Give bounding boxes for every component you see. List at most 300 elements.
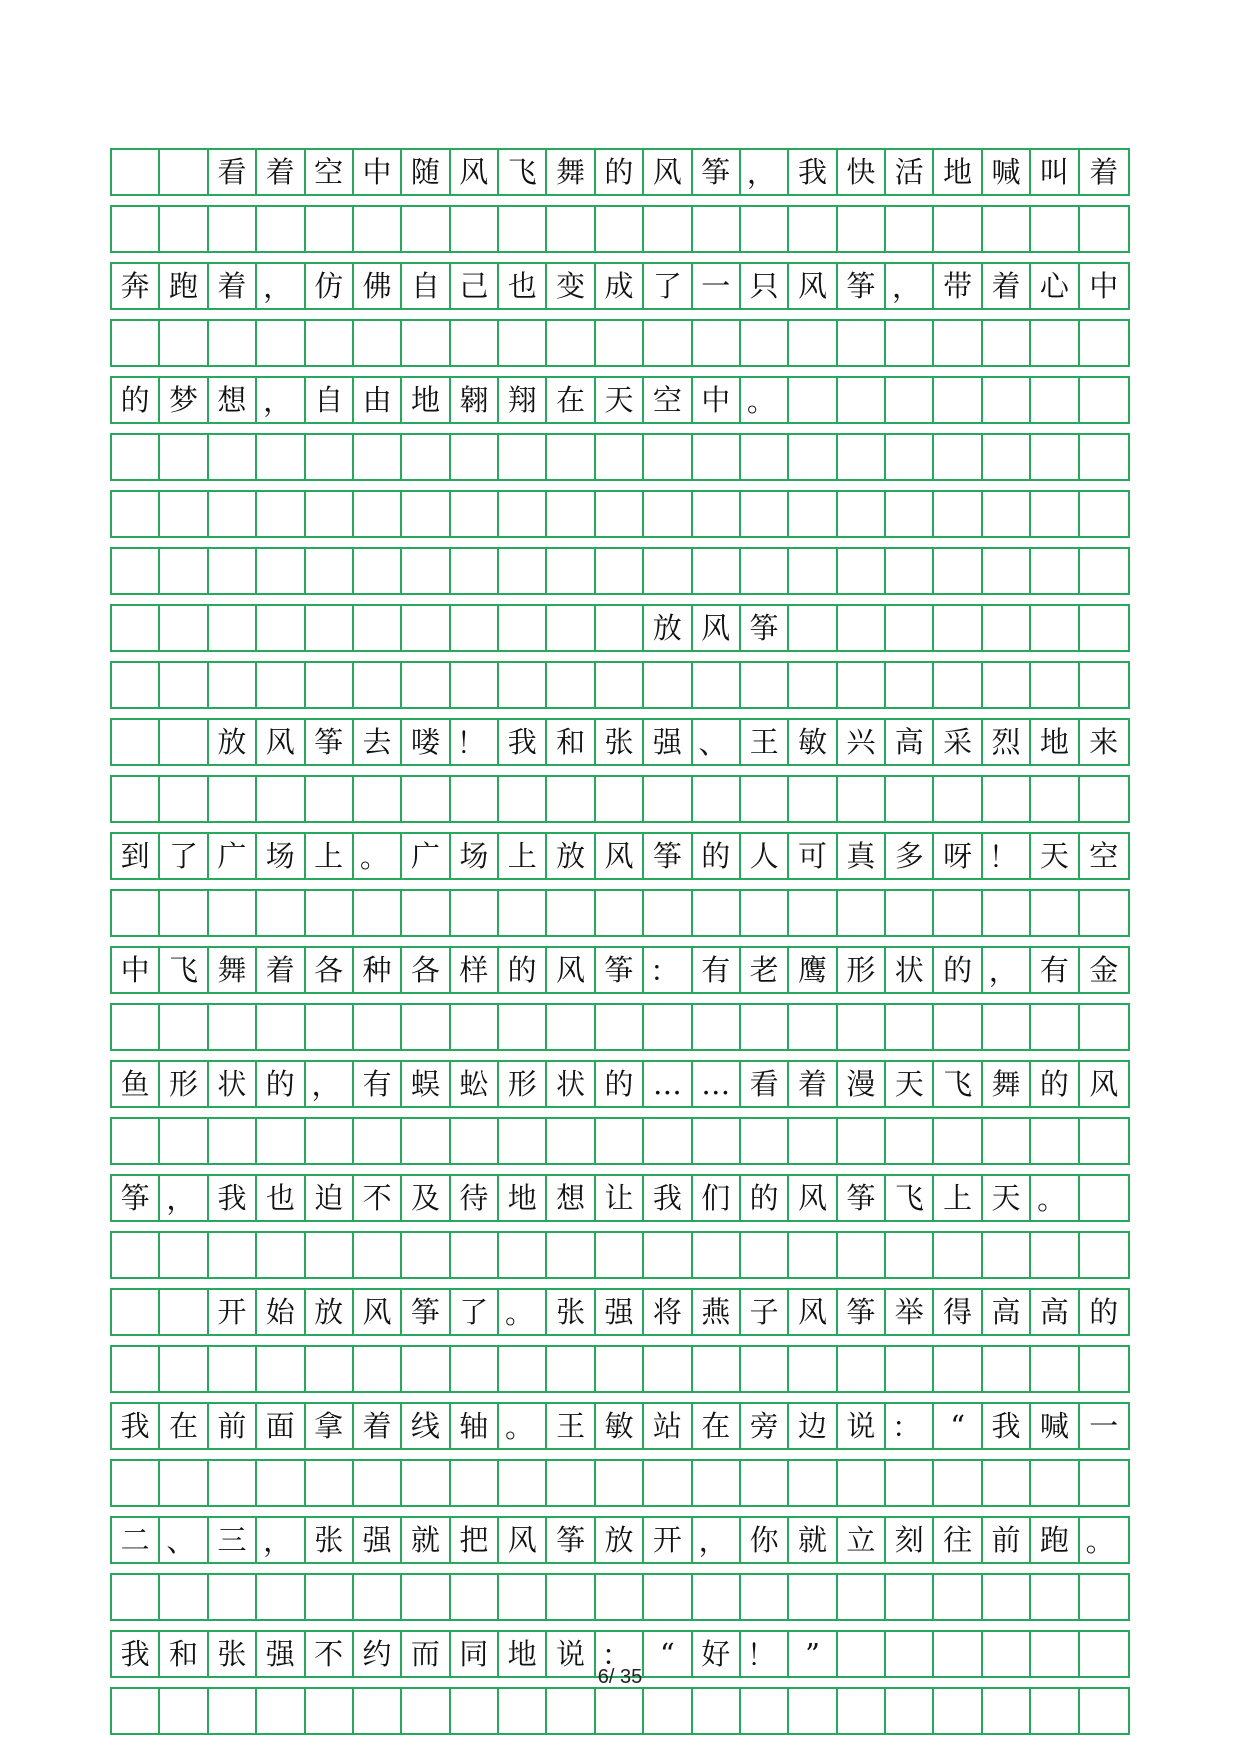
- grid-cell: [209, 663, 257, 707]
- grid-cell: 风: [499, 1518, 547, 1562]
- grid-cell: ，: [257, 1518, 305, 1562]
- grid-cell: [693, 1461, 741, 1505]
- grid-cell: [257, 549, 305, 593]
- grid-cell: [693, 1233, 741, 1277]
- grid-cell: [499, 663, 547, 707]
- blank-row: [110, 319, 1130, 367]
- row-gap: [110, 253, 1130, 262]
- grid-cell: ，: [257, 378, 305, 422]
- grid-cell: [402, 1119, 450, 1163]
- grid-cell: [402, 492, 450, 536]
- grid-cell: 兴: [838, 720, 886, 764]
- grid-cell: [838, 549, 886, 593]
- grid-cell: [983, 549, 1031, 593]
- grid-cell: [1080, 1119, 1128, 1163]
- grid-cell: [160, 321, 208, 365]
- grid-cell: [306, 207, 354, 251]
- grid-cell: [596, 492, 644, 536]
- grid-cell: [306, 891, 354, 935]
- grid-cell: [789, 435, 837, 479]
- grid-cell: [209, 492, 257, 536]
- grid-cell: 老: [741, 948, 789, 992]
- grid-cell: [934, 891, 982, 935]
- grid-cell: [838, 1233, 886, 1277]
- grid-cell: [838, 663, 886, 707]
- grid-cell: [306, 1575, 354, 1619]
- grid-cell: 飞: [934, 1062, 982, 1106]
- grid-cell: [934, 606, 982, 650]
- grid-cell: [112, 1347, 160, 1391]
- grid-cell: [789, 891, 837, 935]
- grid-cell: 仿: [306, 264, 354, 308]
- grid-cell: [886, 1005, 934, 1049]
- grid-cell: 就: [402, 1518, 450, 1562]
- grid-cell: [741, 1233, 789, 1277]
- grid-cell: 我: [112, 1404, 160, 1448]
- grid-cell: [547, 891, 595, 935]
- grid-cell: [1080, 321, 1128, 365]
- text-row: [110, 946, 1130, 994]
- grid-cell: [209, 1233, 257, 1277]
- grid-cell: [451, 1119, 499, 1163]
- grid-cell: [306, 492, 354, 536]
- grid-cell: [547, 663, 595, 707]
- grid-cell: [1080, 1347, 1128, 1391]
- grid-cell: 人: [741, 834, 789, 878]
- grid-cell: [257, 207, 305, 251]
- grid-cell: [451, 891, 499, 935]
- grid-cell: [789, 1119, 837, 1163]
- text-row: [110, 718, 1130, 766]
- row-gap: [110, 1393, 1130, 1402]
- grid-cell: [789, 1347, 837, 1391]
- grid-cell: 。: [1085, 1524, 1115, 1558]
- grid-cell: [354, 1575, 402, 1619]
- grid-cell: 中: [1089, 268, 1119, 303]
- grid-cell: [886, 321, 934, 365]
- grid-cell: 自: [402, 264, 450, 308]
- grid-cell: [983, 321, 1031, 365]
- grid-cell: 己: [451, 264, 499, 308]
- grid-cell: [547, 435, 595, 479]
- grid-cell: 真: [838, 834, 886, 878]
- blank-row: [110, 205, 1130, 253]
- grid-cell: [1080, 207, 1128, 251]
- blank-row: [110, 1231, 1130, 1279]
- grid-cell: [789, 378, 837, 422]
- grid-cell: [644, 1233, 692, 1277]
- grid-cell: 变: [547, 264, 595, 308]
- grid-cell: [693, 549, 741, 593]
- row-gap: [110, 709, 1130, 718]
- grid-cell: [257, 492, 305, 536]
- grid-cell: [934, 1689, 982, 1733]
- grid-cell: 着: [1089, 154, 1119, 189]
- grid-cell: [838, 606, 886, 650]
- grid-cell: 、: [160, 1518, 208, 1562]
- grid-cell: 强: [354, 1518, 402, 1562]
- grid-cell: [160, 1233, 208, 1277]
- grid-cell: [886, 492, 934, 536]
- grid-cell: [547, 1689, 595, 1733]
- grid-cell: 的: [1089, 1294, 1119, 1329]
- grid-cell: 场: [451, 834, 499, 878]
- grid-cell: 看: [741, 1062, 789, 1106]
- grid-cell: [644, 549, 692, 593]
- grid-cell: 舞: [983, 1062, 1031, 1106]
- grid-cell: [789, 1461, 837, 1505]
- grid-cell: 梦: [160, 378, 208, 422]
- grid-cell: [1080, 1689, 1128, 1733]
- grid-cell: 王: [547, 1404, 595, 1448]
- grid-cell: [983, 777, 1031, 821]
- grid-cell: [838, 1119, 886, 1163]
- text-row: [110, 1288, 1130, 1336]
- grid-cell: 约: [354, 1632, 402, 1676]
- grid-cell: [499, 1689, 547, 1733]
- grid-cell: 风: [354, 1290, 402, 1334]
- grid-cell: [596, 1005, 644, 1049]
- grid-cell: [1080, 606, 1128, 650]
- text-row: [110, 490, 1130, 538]
- grid-cell: [838, 1005, 886, 1049]
- grid-cell: 筝: [838, 264, 886, 308]
- grid-cell: …: [644, 1062, 692, 1106]
- grid-cell: [596, 891, 644, 935]
- grid-cell: [596, 1575, 644, 1619]
- grid-cell: [451, 663, 499, 707]
- grid-cell: 放: [596, 1518, 644, 1562]
- grid-cell: [402, 1689, 450, 1733]
- blank-row: [110, 1687, 1130, 1735]
- grid-cell: [838, 1689, 886, 1733]
- grid-cell: ：: [644, 948, 692, 992]
- grid-cell: 也: [499, 264, 547, 308]
- grid-cell: 由: [354, 378, 402, 422]
- grid-cell: ，: [257, 264, 305, 308]
- grid-cell: [499, 549, 547, 593]
- grid-cell: [354, 1689, 402, 1733]
- grid-cell: [499, 777, 547, 821]
- grid-cell: [886, 777, 934, 821]
- grid-cell: [741, 321, 789, 365]
- blank-row: [110, 1003, 1130, 1051]
- grid-cell: 广: [402, 834, 450, 878]
- grid-cell: ，: [306, 1062, 354, 1106]
- grid-cell: 飞: [886, 1176, 934, 1220]
- grid-cell: [547, 549, 595, 593]
- grid-cell: [886, 606, 934, 650]
- grid-cell: ，: [160, 1176, 208, 1220]
- grid-cell: [693, 1347, 741, 1391]
- grid-cell: 随: [402, 150, 450, 194]
- grid-cell: 形: [499, 1062, 547, 1106]
- grid-cell: 舞: [209, 948, 257, 992]
- grid-cell: 的: [596, 150, 644, 194]
- grid-cell: [354, 549, 402, 593]
- grid-cell: 风: [789, 1176, 837, 1220]
- grid-cell: 呀: [934, 834, 982, 878]
- grid-cell: [112, 1005, 160, 1049]
- grid-cell: [596, 606, 644, 650]
- grid-cell: [934, 1233, 982, 1277]
- grid-cell: [160, 1290, 208, 1334]
- grid-cell: [547, 321, 595, 365]
- grid-cell: 筝: [402, 1290, 450, 1334]
- grid-cell: [693, 1005, 741, 1049]
- grid-cell: [451, 1575, 499, 1619]
- grid-cell: [693, 321, 741, 365]
- grid-cell: [934, 549, 982, 593]
- grid-cell: [306, 606, 354, 650]
- grid-cell: [596, 207, 644, 251]
- grid-cell: [112, 1575, 160, 1619]
- grid-cell: 快: [838, 150, 886, 194]
- grid-cell: [209, 549, 257, 593]
- grid-cell: 前: [209, 1404, 257, 1448]
- grid-cell: 的: [741, 1176, 789, 1220]
- grid-cell: 想: [547, 1176, 595, 1220]
- grid-cell: [1080, 1461, 1128, 1505]
- grid-cell: [983, 1575, 1031, 1619]
- grid-cell: [934, 207, 982, 251]
- grid-cell: [402, 435, 450, 479]
- grid-cell: [402, 663, 450, 707]
- grid-cell: [596, 663, 644, 707]
- grid-cell: [451, 777, 499, 821]
- text-row: [110, 1174, 1130, 1222]
- grid-cell: 活: [886, 150, 934, 194]
- grid-cell: [1080, 891, 1128, 935]
- grid-cell: [257, 663, 305, 707]
- row-gap: [110, 481, 1130, 490]
- grid-cell: 将: [644, 1290, 692, 1334]
- grid-cell: 地: [499, 1632, 547, 1676]
- grid-cell: 中: [693, 378, 741, 422]
- grid-cell: [1031, 1461, 1079, 1505]
- grid-cell: [112, 207, 160, 251]
- grid-cell: [693, 435, 741, 479]
- grid-cell: 了: [160, 834, 208, 878]
- grid-cell: [402, 891, 450, 935]
- grid-cell: [934, 1461, 982, 1505]
- blank-row: [110, 661, 1130, 709]
- grid-cell: 开: [209, 1290, 257, 1334]
- grid-cell: 放: [306, 1290, 354, 1334]
- grid-cell: 在: [693, 1404, 741, 1448]
- grid-cell: [112, 1233, 160, 1277]
- grid-cell: 高: [886, 720, 934, 764]
- grid-cell: 着: [789, 1062, 837, 1106]
- grid-cell: [644, 1689, 692, 1733]
- grid-cell: 地: [499, 1176, 547, 1220]
- grid-cell: [983, 1689, 1031, 1733]
- grid-cell: 舞: [547, 150, 595, 194]
- grid-cell: [354, 1461, 402, 1505]
- grid-cell: ，: [693, 1518, 741, 1562]
- grid-cell: [789, 1575, 837, 1619]
- grid-cell: 去: [354, 720, 402, 764]
- grid-cell: 形: [160, 1062, 208, 1106]
- grid-cell: [499, 1461, 547, 1505]
- grid-cell: 燕: [693, 1290, 741, 1334]
- grid-cell: 蜈: [402, 1062, 450, 1106]
- grid-cell: ！: [451, 720, 499, 764]
- grid-cell: 地: [934, 150, 982, 194]
- grid-cell: 就: [789, 1518, 837, 1562]
- grid-cell: [499, 1347, 547, 1391]
- grid-cell: [741, 891, 789, 935]
- grid-cell: [499, 207, 547, 251]
- grid-cell: 地: [402, 378, 450, 422]
- grid-cell: [257, 1233, 305, 1277]
- grid-cell: [934, 777, 982, 821]
- grid-cell: [838, 1461, 886, 1505]
- grid-cell: 空: [1089, 838, 1119, 873]
- grid-cell: [257, 1119, 305, 1163]
- grid-cell: [402, 1005, 450, 1049]
- grid-cell: [741, 549, 789, 593]
- grid-cell: [257, 1461, 305, 1505]
- grid-cell: [741, 1575, 789, 1619]
- grid-cell: [838, 891, 886, 935]
- grid-cell: 刻: [886, 1518, 934, 1562]
- grid-cell: [547, 1575, 595, 1619]
- grid-cell: 好: [693, 1632, 741, 1676]
- grid-cell: [402, 1233, 450, 1277]
- grid-cell: [1080, 1233, 1128, 1277]
- grid-cell: [547, 1005, 595, 1049]
- grid-cell: [886, 1461, 934, 1505]
- grid-cell: …: [693, 1062, 741, 1106]
- grid-cell: 筝: [741, 606, 789, 650]
- grid-cell: [547, 1119, 595, 1163]
- grid-cell: [789, 492, 837, 536]
- grid-cell: 着: [257, 150, 305, 194]
- grid-cell: [112, 1689, 160, 1733]
- grid-cell: [499, 1005, 547, 1049]
- grid-cell: [838, 777, 886, 821]
- grid-cell: [209, 1119, 257, 1163]
- grid-cell: [934, 378, 982, 422]
- grid-cell: [112, 720, 160, 764]
- grid-cell: 不: [354, 1176, 402, 1220]
- grid-cell: [499, 1119, 547, 1163]
- grid-cell: [354, 1347, 402, 1391]
- grid-cell: 让: [596, 1176, 644, 1220]
- grid-cell: [354, 207, 402, 251]
- grid-cell: 始: [257, 1290, 305, 1334]
- grid-cell: [741, 207, 789, 251]
- row-gap: [110, 1051, 1130, 1060]
- grid-cell: [451, 321, 499, 365]
- grid-cell: 风: [451, 150, 499, 194]
- grid-cell: 拿: [306, 1404, 354, 1448]
- grid-cell: [693, 207, 741, 251]
- grid-cell: [451, 1347, 499, 1391]
- grid-cell: 放: [209, 720, 257, 764]
- grid-cell: [451, 1233, 499, 1277]
- grid-cell: [306, 1461, 354, 1505]
- grid-cell: [886, 378, 934, 422]
- grid-cell: 风: [596, 834, 644, 878]
- grid-cell: [838, 207, 886, 251]
- grid-cell: [209, 891, 257, 935]
- grid-cell: [1080, 663, 1128, 707]
- grid-cell: [402, 1461, 450, 1505]
- grid-cell: [547, 207, 595, 251]
- grid-cell: [160, 1119, 208, 1163]
- grid-cell: [886, 549, 934, 593]
- page-number: 6/ 35: [597, 1666, 643, 1688]
- grid-cell: 到: [112, 834, 160, 878]
- grid-cell: 风: [789, 264, 837, 308]
- grid-cell: 一: [693, 264, 741, 308]
- grid-cell: ”: [789, 1632, 837, 1676]
- grid-cell: [209, 207, 257, 251]
- grid-cell: [306, 321, 354, 365]
- grid-cell: 们: [693, 1176, 741, 1220]
- grid-cell: ：: [596, 1632, 644, 1676]
- grid-cell: 翔: [499, 378, 547, 422]
- grid-cell: [112, 663, 160, 707]
- grid-cell: [838, 492, 886, 536]
- grid-cell: 高: [983, 1290, 1031, 1334]
- grid-cell: [934, 435, 982, 479]
- grid-cell: 在: [547, 378, 595, 422]
- grid-cell: [112, 891, 160, 935]
- grid-cell: 着: [257, 948, 305, 992]
- grid-cell: 。: [354, 834, 402, 878]
- grid-cell: [644, 1347, 692, 1391]
- grid-cell: [257, 1005, 305, 1049]
- grid-cell: [1031, 207, 1079, 251]
- grid-cell: 把: [451, 1518, 499, 1562]
- grid-cell: [838, 1347, 886, 1391]
- grid-cell: ！: [741, 1632, 789, 1676]
- grid-cell: [1031, 1347, 1079, 1391]
- text-row: [110, 604, 1130, 652]
- grid-cell: 着: [983, 264, 1031, 308]
- grid-cell: 待: [451, 1176, 499, 1220]
- grid-cell: [693, 777, 741, 821]
- grid-cell: 有: [354, 1062, 402, 1106]
- grid-cell: 带: [934, 264, 982, 308]
- grid-cell: [596, 1461, 644, 1505]
- grid-cell: 敏: [789, 720, 837, 764]
- grid-cell: [838, 435, 886, 479]
- grid-cell: 放: [644, 606, 692, 650]
- grid-cell: [1031, 321, 1079, 365]
- grid-cell: [983, 1119, 1031, 1163]
- grid-cell: [1031, 891, 1079, 935]
- grid-cell: 往: [934, 1518, 982, 1562]
- grid-cell: [1031, 1575, 1079, 1619]
- blank-row: [110, 433, 1130, 481]
- grid-cell: [693, 1575, 741, 1619]
- grid-cell: 种: [354, 948, 402, 992]
- row-gap: [110, 1507, 1130, 1516]
- grid-cell: 天: [1031, 834, 1079, 878]
- grid-cell: 我: [644, 1176, 692, 1220]
- grid-cell: 金: [1089, 952, 1119, 987]
- grid-cell: 风: [644, 150, 692, 194]
- grid-cell: 天: [886, 1062, 934, 1106]
- grid-cell: [644, 1575, 692, 1619]
- grid-cell: 中: [112, 948, 160, 992]
- grid-cell: [789, 1005, 837, 1049]
- text-row: [110, 832, 1130, 880]
